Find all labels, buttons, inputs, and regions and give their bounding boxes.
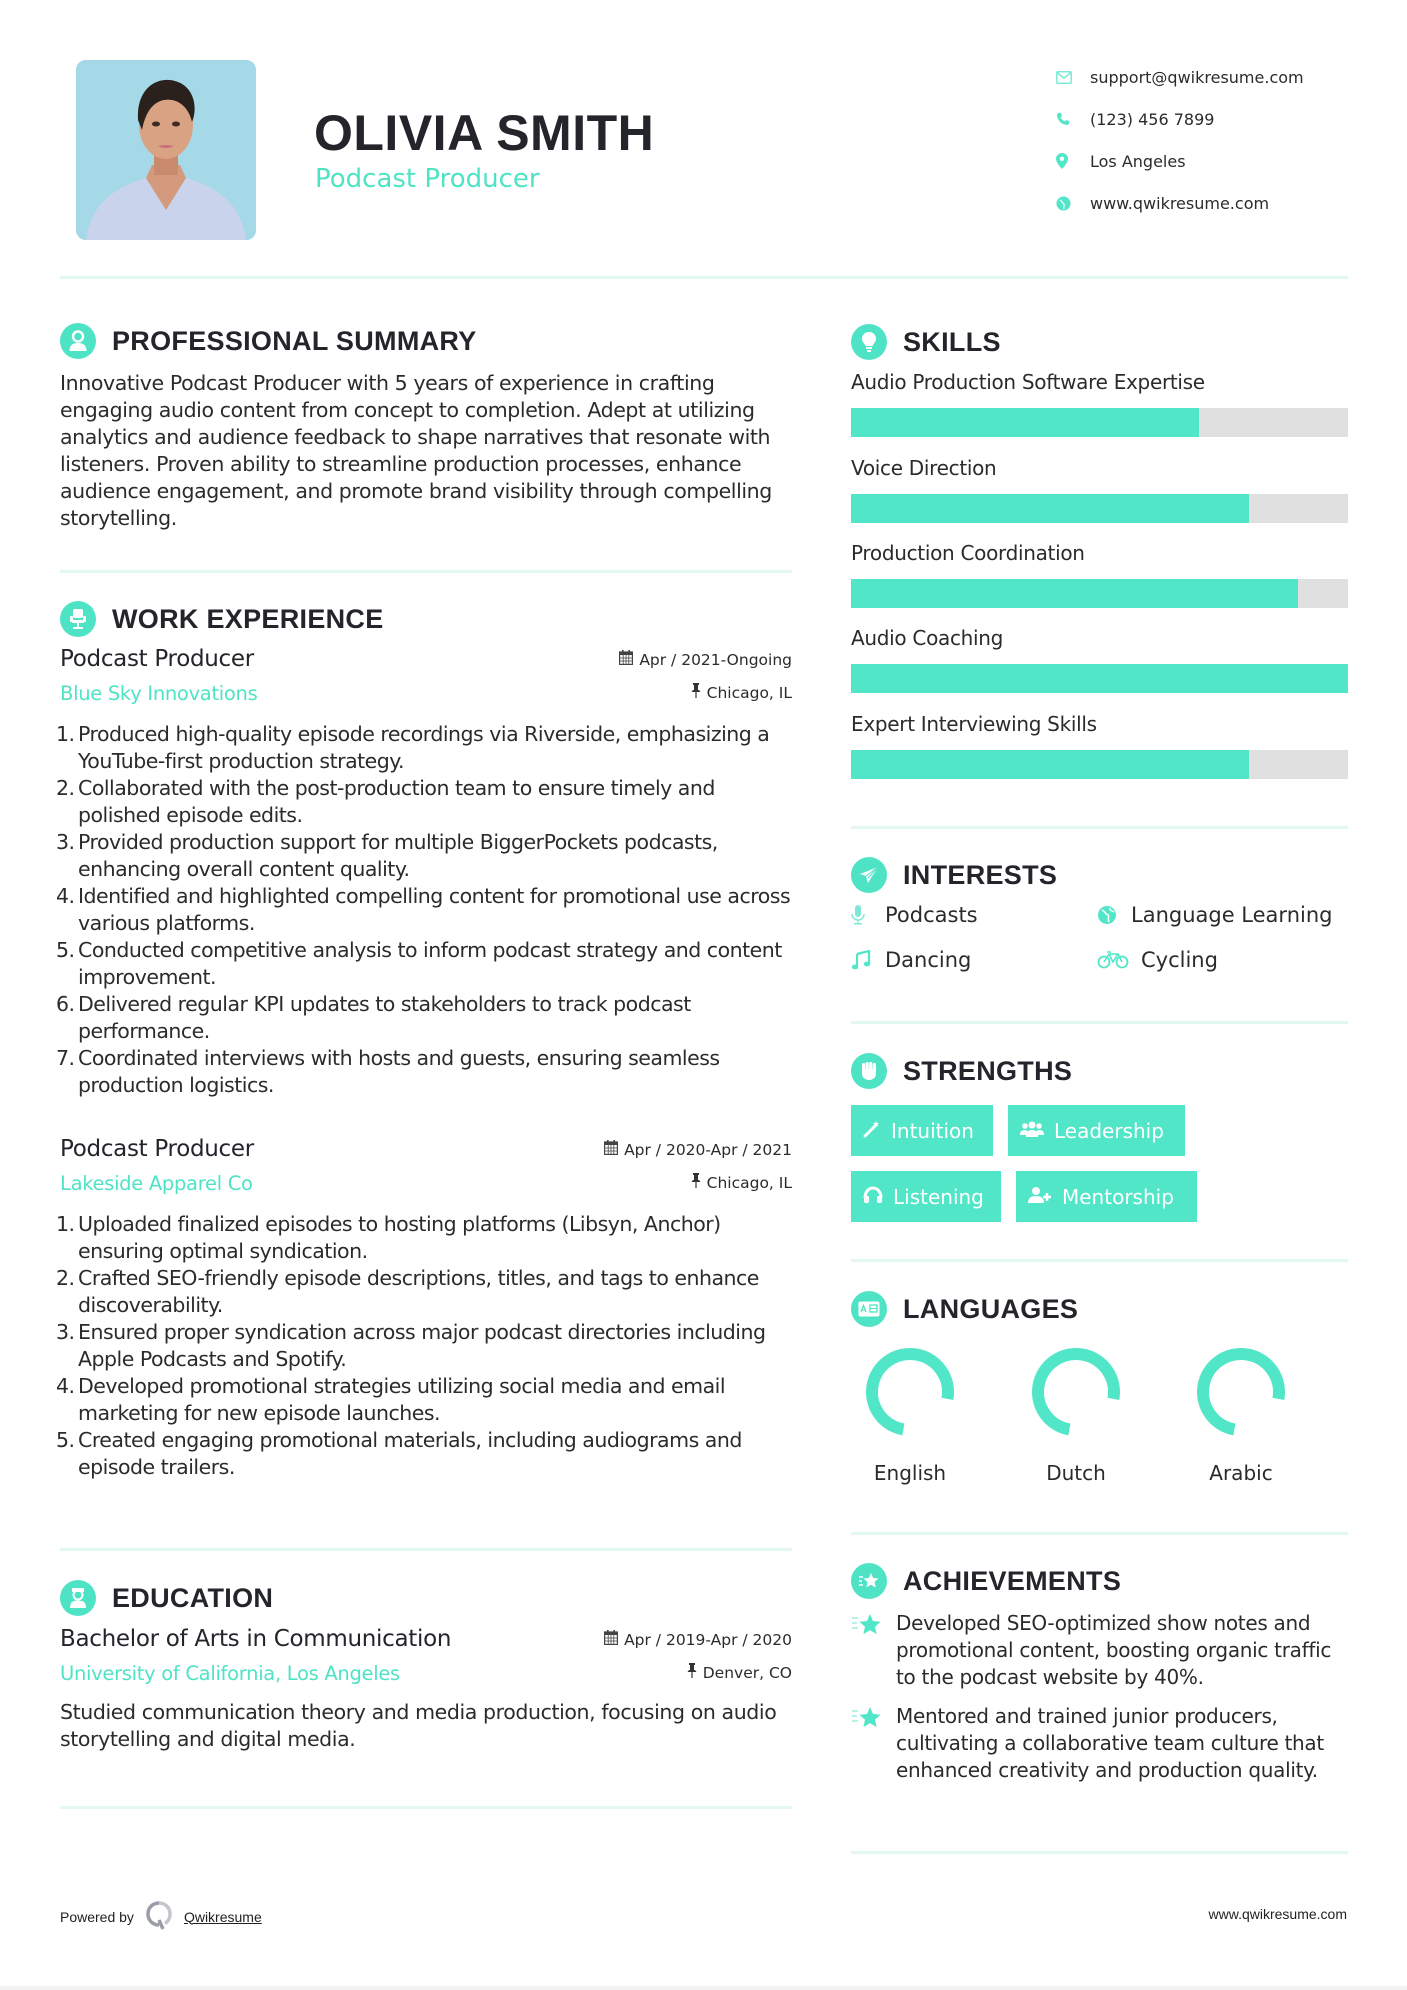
job-dates-text: Apr / 2021-Ongoing: [639, 650, 792, 669]
interest-label: Dancing: [885, 948, 972, 972]
candidate-name: OLIVIA SMITH: [314, 105, 655, 161]
interests-header: [851, 857, 1057, 893]
skill-bar: [851, 494, 1348, 523]
interests-heading: INTERESTS: [903, 859, 1058, 890]
skill-item: [851, 456, 1348, 523]
strength-label: Leadership: [1054, 1118, 1164, 1143]
user-icon: [60, 323, 96, 359]
achievement-item: [851, 1610, 1351, 1691]
job-title: Podcast Producer: [60, 646, 254, 672]
globe-icon: [1056, 196, 1090, 211]
language-progress-ring: [1030, 1346, 1122, 1438]
interest-label: Podcasts: [885, 903, 978, 927]
strength-chip-intuition: [851, 1105, 993, 1156]
experience-divider: [60, 1548, 792, 1551]
job-entry: [56, 1136, 792, 1481]
calendar-icon: [604, 1140, 618, 1159]
skill-bar-fill: [851, 408, 1199, 437]
job-bullets: [56, 721, 792, 1099]
job-entry: [56, 646, 792, 1099]
languages-header: [851, 1291, 1078, 1327]
interest-item: [1097, 903, 1332, 927]
contact-location-text: Los Angeles: [1090, 151, 1186, 171]
strengths-header: [851, 1053, 1072, 1089]
skill-label: Production Coordination: [851, 541, 1085, 565]
skill-label: Audio Coaching: [851, 626, 1004, 650]
job-bullet: 3. Ensured proper syndication across major podcast directories including Apple Podcasts and Spotify.: [56, 1320, 766, 1371]
language-item: [860, 1346, 960, 1485]
languages-heading: LANGUAGES: [903, 1293, 1079, 1324]
education-entry: [60, 1626, 792, 1753]
education-divider: [60, 1806, 792, 1809]
job-bullet: 1. Produced high-quality episode recordings via Riverside, emphasizing a YouTube-first production strategy.: [56, 722, 770, 773]
interest-label: Language Learning: [1131, 903, 1333, 927]
pushpin-icon: [691, 1173, 701, 1192]
education-location-text: Denver, CO: [702, 1663, 792, 1682]
language-label: Dutch: [1046, 1461, 1106, 1485]
skill-item: [851, 370, 1348, 437]
job-bullet: 7. Coordinated interviews with hosts and guests, ensuring seamless production logistics.: [56, 1046, 720, 1097]
strengths-heading: STRENGTHS: [903, 1055, 1073, 1086]
skills-header: [851, 324, 1001, 360]
degree: Bachelor of Arts in Communication: [60, 1626, 452, 1652]
achievement-text: Mentored and trained junior producers, cultivating a collaborative team culture that enhanced creativity and production quality.: [896, 1704, 1324, 1782]
language-progress-ring: [1195, 1346, 1287, 1438]
summary-text: Innovative Podcast Producer with 5 years of experience in crafting engaging audio content from concept to completion. Adept at utilizing analytics and audience feedback to shape narratives that resonate with listeners. Proven ability to streamline production processes, enhance audience engagement, and promote brand visibility through compelling storytelling.: [60, 371, 772, 530]
skill-bar-fill: [851, 750, 1249, 779]
summary-header: [60, 323, 477, 359]
strength-label: Intuition: [891, 1118, 974, 1143]
education-heading: EDUCATION: [112, 1582, 274, 1613]
job-bullet: 5. Conducted competitive analysis to inform podcast strategy and content improvement.: [56, 938, 782, 989]
job-dates: [619, 650, 792, 669]
headphones-icon: [863, 1185, 883, 1209]
skill-bar: [851, 408, 1348, 437]
strength-label: Listening: [893, 1184, 984, 1209]
skill-bar: [851, 750, 1348, 779]
job-company: Blue Sky Innovations: [60, 682, 258, 705]
skill-item: [851, 712, 1348, 779]
paper-plane-icon: [851, 857, 887, 893]
skill-bar-fill: [851, 579, 1298, 608]
star-icon: [851, 1610, 896, 1691]
contact-email-text: support@qwikresume.com: [1090, 67, 1304, 87]
job-location: [691, 683, 792, 702]
candidate-title: Podcast Producer: [315, 164, 540, 194]
job-dates: [604, 1140, 792, 1159]
job-bullet: 2. Crafted SEO-friendly episode descriptions, titles, and tags to enhance discoverability.: [56, 1266, 759, 1317]
skills-divider: [851, 826, 1348, 829]
interest-item: [1097, 948, 1218, 972]
contact-phone-text: (123) 456 7899: [1090, 109, 1215, 129]
contact-location: [1056, 140, 1386, 182]
job-location-text: Chicago, IL: [706, 1173, 792, 1192]
job-title: Podcast Producer: [60, 1136, 254, 1162]
job-dates-text: Apr / 2020-Apr / 2021: [624, 1140, 792, 1159]
users-icon: [1020, 1119, 1044, 1143]
magic-wand-icon: [863, 1119, 881, 1143]
achievement-text: Developed SEO-optimized show notes and promotional content, boosting organic traffic to the podcast website by 40%.: [896, 1611, 1332, 1689]
skill-bar-fill: [851, 664, 1348, 693]
star-icon: [851, 1563, 887, 1599]
globe-icon: [1097, 905, 1127, 925]
profile-photo: [76, 60, 256, 240]
skill-bar: [851, 664, 1348, 693]
job-bullet: 3. Provided production support for multiple BiggerPockets podcasts, enhancing overall content quality.: [56, 830, 718, 881]
microphone-icon: [851, 905, 881, 925]
job-bullet: 1. Uploaded finalized episodes to hosting platforms (Libsyn, Anchor) ensuring optimal syndication.: [56, 1212, 721, 1263]
education-header: [60, 1580, 273, 1616]
job-bullet: 5. Created engaging promotional materials, including audiograms and episode trailers.: [56, 1428, 742, 1479]
skill-bar: [851, 579, 1348, 608]
strength-chip-leadership: [1008, 1105, 1185, 1156]
contact-phone[interactable]: [1056, 98, 1386, 140]
map-pin-icon: [1056, 153, 1090, 169]
achievements-heading: ACHIEVEMENTS: [903, 1565, 1122, 1596]
phone-icon: [1056, 112, 1090, 126]
job-bullet: 6. Delivered regular KPI updates to stakeholders to track podcast performance.: [56, 992, 691, 1043]
school: University of California, Los Angeles: [60, 1662, 400, 1685]
achievements-header: [851, 1563, 1121, 1599]
skill-item: [851, 626, 1348, 693]
skill-label: Audio Production Software Expertise: [851, 370, 1205, 394]
calendar-icon: [619, 650, 633, 669]
skill-label: Voice Direction: [851, 456, 997, 480]
interests-divider: [851, 1021, 1348, 1024]
language-progress-ring: [864, 1346, 956, 1438]
contact-email[interactable]: [1056, 56, 1386, 98]
user-plus-icon: [1028, 1185, 1052, 1209]
job-location: [691, 1173, 792, 1192]
summary-heading: PROFESSIONAL SUMMARY: [112, 325, 477, 356]
language-label: English: [873, 1461, 947, 1485]
qwikresume-link[interactable]: Qwikresume: [183, 1908, 262, 1925]
achievement-item: [851, 1703, 1351, 1784]
footer-url[interactable]: www.qwikresume.com: [1208, 1906, 1347, 1922]
education-location: [687, 1663, 792, 1682]
interest-item: [851, 903, 978, 927]
page-edge: [0, 1986, 1407, 1990]
skills-heading: SKILLS: [903, 326, 1001, 357]
contact-website-text: www.qwikresume.com: [1090, 193, 1270, 213]
skill-bar-fill: [851, 494, 1249, 523]
lightbulb-icon: [851, 324, 887, 360]
graduate-icon: [60, 1580, 96, 1616]
experience-header: [60, 601, 384, 637]
bicycle-icon: [1097, 951, 1137, 969]
skill-label: Expert Interviewing Skills: [851, 712, 1097, 736]
strength-label: Mentorship: [1062, 1184, 1174, 1209]
job-bullet: 4. Identified and highlighted compelling content for promotional use across various platforms.: [56, 884, 791, 935]
achievements-divider: [851, 1851, 1348, 1854]
header-divider: [60, 276, 1348, 279]
education-dates-text: Apr / 2019-Apr / 2020: [624, 1630, 792, 1649]
calendar-icon: [604, 1630, 618, 1649]
language-item: [1026, 1346, 1126, 1485]
strength-chip-listening: [851, 1171, 1001, 1222]
envelope-icon: [1056, 71, 1090, 84]
footer-powered-by: [60, 1900, 262, 1933]
powered-by-label: Powered by: [60, 1908, 134, 1925]
star-icon: [851, 1703, 896, 1784]
job-bullet: 4. Developed promotional strategies utilizing social media and email marketing for new episode launches.: [56, 1374, 726, 1425]
interest-label: Cycling: [1141, 948, 1218, 972]
strengths-divider: [851, 1259, 1348, 1262]
fist-icon: [851, 1053, 887, 1089]
skill-item: [851, 541, 1348, 608]
summary-divider: [60, 570, 792, 573]
qwikresume-logo-icon: [144, 1900, 174, 1933]
job-company: Lakeside Apparel Co: [60, 1172, 253, 1195]
contact-website[interactable]: [1056, 182, 1386, 224]
music-note-icon: [851, 950, 881, 970]
chair-icon: [60, 601, 96, 637]
language-item: [1191, 1346, 1291, 1485]
interest-item: [851, 948, 971, 972]
strength-chip-mentorship: [1016, 1171, 1197, 1222]
education-description: Studied communication theory and media production, focusing on audio storytelling and digital media.: [60, 1700, 777, 1751]
language-icon: [851, 1291, 887, 1327]
education-dates: [604, 1630, 792, 1649]
contact-list: [1056, 56, 1386, 224]
pushpin-icon: [691, 683, 701, 702]
job-bullet: 2. Collaborated with the post-production team to ensure timely and polished episode edits.: [56, 776, 715, 827]
languages-divider: [851, 1532, 1348, 1535]
pushpin-icon: [687, 1663, 697, 1682]
job-location-text: Chicago, IL: [706, 683, 792, 702]
job-bullets: [56, 1211, 792, 1481]
language-label: Arabic: [1209, 1461, 1273, 1485]
experience-heading: WORK EXPERIENCE: [112, 603, 384, 634]
